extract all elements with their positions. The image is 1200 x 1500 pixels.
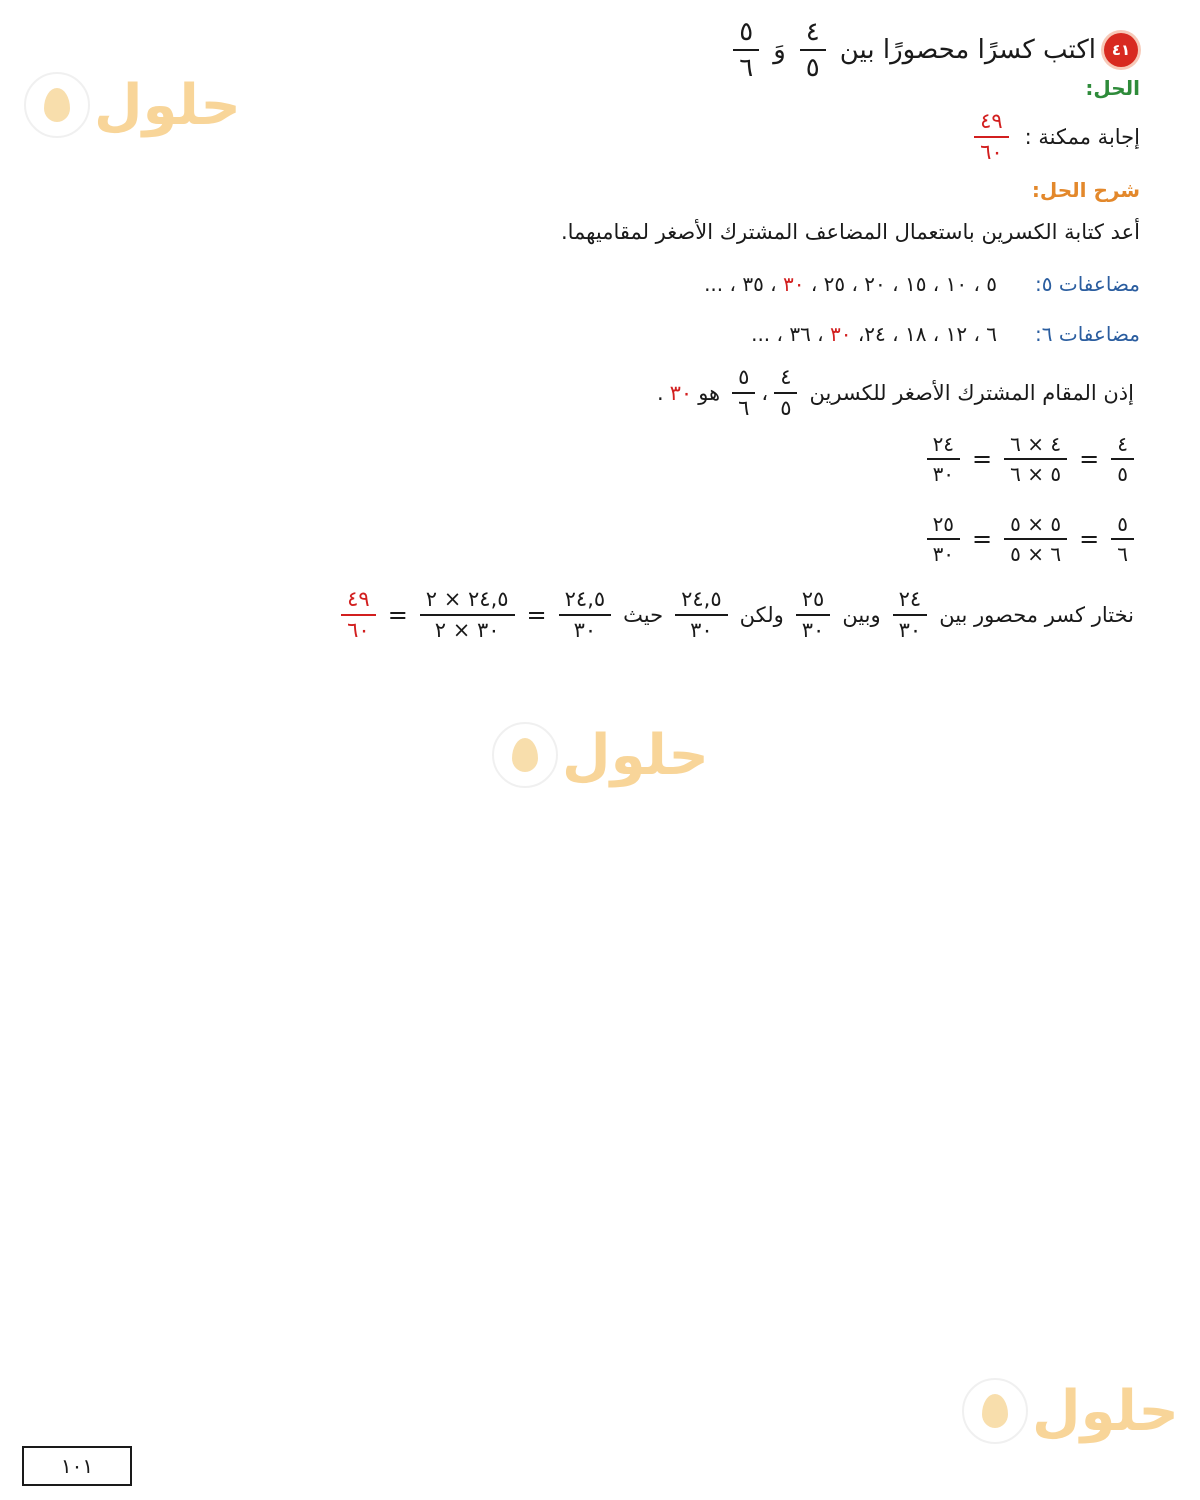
step-rewrite-text: أعد كتابة الكسرين باستعمال المضاعف المشترك الأصغر لمقاميهما. (560, 220, 1140, 244)
possible-answer (968, 110, 1140, 164)
answer-label: إجابة ممكنة : (1024, 125, 1140, 149)
eq3-f4: $\frac{٢٤,٥}{٣٠}$ (559, 588, 612, 642)
equation-five-sixths: $\frac{٥}{٦}$ = $\frac{٥ \times ٥}{٦ \times ٥}$ = $\frac{٢٥}{٣٠}$ (921, 513, 1140, 565)
logo-icon (962, 1378, 1028, 1444)
and-word: وَ (773, 35, 786, 65)
eq2-left: $\frac{٥}{٦}$ (1111, 513, 1134, 565)
fraction-four-fifths: $\frac{٤}{٥}$ (800, 18, 826, 82)
multiples-six-label: مضاعفات ٦: (1035, 322, 1140, 346)
eq3-final-answer: $\frac{٤٩}{٦٠}$ (341, 588, 376, 642)
question-number-badge: ٤١ (1104, 33, 1138, 67)
eq3-f3: $\frac{٢٤,٥}{٣٠}$ (675, 588, 728, 642)
eq3-f1: $\frac{٢٤}{٣٠}$ (893, 588, 928, 642)
multiples-of-five (704, 272, 1140, 296)
eq2-right: $\frac{٢٥}{٣٠}$ (927, 513, 960, 565)
eq3-f5: $\frac{٢٤,٥ \times ٢}{٣٠ \times ٢}$ (420, 588, 515, 642)
watermark-logo-bottom: حلول (962, 1378, 1179, 1444)
answer-fraction: $\frac{٤٩}{٦٠}$ (974, 110, 1009, 164)
eq1-right: $\frac{٢٤}{٣٠}$ (927, 433, 960, 485)
logo-icon (492, 722, 558, 788)
question-text: اكتب كسرًا محصورًا بين (839, 35, 1096, 65)
equation-four-fifths: $\frac{٤}{٥}$ = $\frac{٤ \times ٦}{٥ \times ٦}$ = $\frac{٢٤}{٣٠}$ (921, 433, 1140, 485)
eq2-mid: $\frac{٥ \times ٥}{٦ \times ٥}$ (1004, 513, 1067, 565)
eq3-f2: $\frac{٢٥}{٣٠}$ (796, 588, 831, 642)
eq1-left: $\frac{٤}{٥}$ (1111, 433, 1134, 485)
multiples-five-label: مضاعفات ٥: (1035, 272, 1140, 296)
watermark-logo-middle: حلول (492, 722, 709, 788)
lcd-value: ٣٠ (669, 381, 693, 405)
multiples-five-list: ٥ ، ١٠ ، ١٥ ، ٢٠ ، ٢٥ ، ٣٠ ، ٣٥ ، ... (704, 272, 998, 296)
multiples-six-list: ٦ ، ١٢ ، ١٨ ، ٢٤، ٣٠ ، ٣٦ ، ... (751, 322, 998, 346)
question-line (727, 18, 1138, 82)
lcd-fraction-1: $\frac{٤}{٥}$ (774, 366, 797, 420)
page-number: ١٠١ (22, 1446, 132, 1486)
lcd-fraction-2: $\frac{٥}{٦}$ (732, 366, 755, 420)
logo-icon (24, 72, 90, 138)
watermark-logo-top: حلول (24, 72, 241, 138)
multiples-of-six (751, 322, 1140, 346)
final-reasoning: نختار كسر محصور بين $\frac{٢٤}{٣٠}$ وبين $\frac{٢٥}{٣٠}$ ولكن $\frac{٢٤,٥}{٣٠}$ حيث $\frac{٢٤,٥}{٣٠}$ = $\frac{٢٤,٥ \times ٢}{٣٠ \times ٢}$ = $\frac{٤٩}{٦٠}$ (335, 588, 1140, 642)
fraction-five-sixths: $\frac{٥}{٦}$ (733, 18, 759, 82)
lcd-statement: إذن المقام المشترك الأصغر للكسرين $\frac{٤}{٥}$ ، $\frac{٥}{٦}$ هو ٣٠ . (656, 365, 1134, 420)
solution-label: الحل: (1085, 76, 1140, 100)
explanation-label: شرح الحل: (1031, 178, 1140, 202)
eq1-mid: $\frac{٤ \times ٦}{٥ \times ٦}$ (1004, 433, 1067, 485)
